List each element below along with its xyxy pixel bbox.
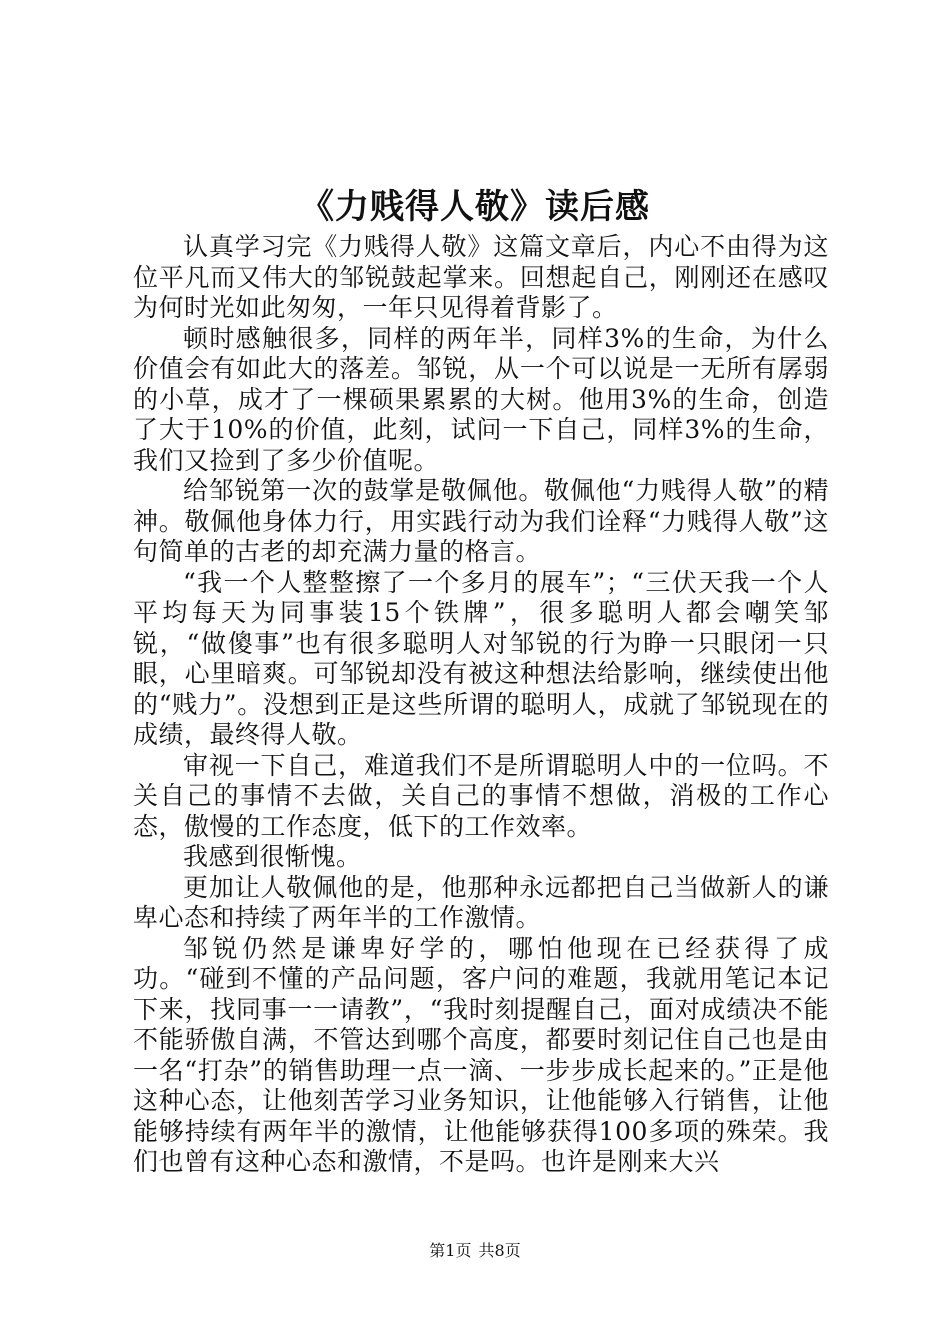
page-number: 第1页 [429,1241,472,1260]
paragraph: 邹锐仍然是谦卑好学的，哪怕他现在已经获得了成功。“碰到不懂的产品问题，客户问的难题，我就用笔记本记下来，找同事一一请教”，“我时刻提醒自己，面对成绩决不能不能骄傲自满，不管达到哪个高度，都要时刻记住自己也是由一名“打杂”的销售助理一点一滴、一步步成长起来的。”正是他这种心态，让他刻苦学习业务知识，让他能够入行销售，让他能够持续有两年半的激情，让他能够获得100多项的殊荣。我们也曾有这种心态和激情，不是吗。也许是刚来大兴 [133,933,829,1176]
paragraph: 认真学习完《力贱得人敬》这篇文章后，内心不由得为这位平凡而又伟大的邹锐鼓起掌来。回想起自己，刚刚还在感叹为何时光如此匆匆，一年只见得着背影了。 [133,232,829,322]
paragraph: 给邹锐第一次的鼓掌是敬佩他。敬佩他“力贱得人敬”的精神。敬佩他身体力行，用实践行动为我们诠释“力贱得人敬”这句简单的古老的却充满力量的格言。 [133,476,829,566]
page-footer [0,1240,950,1262]
paragraph: 审视一下自己，难道我们不是所谓聪明人中的一位吗。不关自己的事情不去做，关自己的事情不想做，消极的工作心态，傲慢的工作态度，低下的工作效率。 [133,750,829,841]
page-total: 共8页 [478,1241,521,1260]
paragraph: “我一个人整整擦了一个多月的展车”；“三伏天我一个人平均每天为同事装15个铁牌”，很多聪明人都会嘲笑邹锐，“做傻事”也有很多聪明人对邹锐的行为睁一只眼闭一只眼，心里暗爽。可邹锐却没有被这种想法给影响，继续使出他的“贱力”。没想到正是这些所谓的聪明人，成就了邹锐现在的成绩，最终得人敬。 [133,567,829,749]
paragraph: 我感到很惭愧。 [183,842,362,871]
document-body [133,232,829,1178]
document-title: 《力贱得人敬》读后感 [300,187,650,227]
paragraph: 顿时感触很多，同样的两年半，同样3%的生命，为什么价值会有如此大的落差。邹锐，从一个可以说是一无所有孱弱的小草，成才了一棵硕果累累的大树。他用3%的生命，创造了大于10%的价值，此刻，试问一下自己，同样3%的生命，我们又捡到了多少价值呢。 [133,323,829,475]
paragraph: 更加让人敬佩他的是，他那种永远都把自己当做新人的谦卑心态和持续了两年半的工作激情。 [133,872,829,932]
